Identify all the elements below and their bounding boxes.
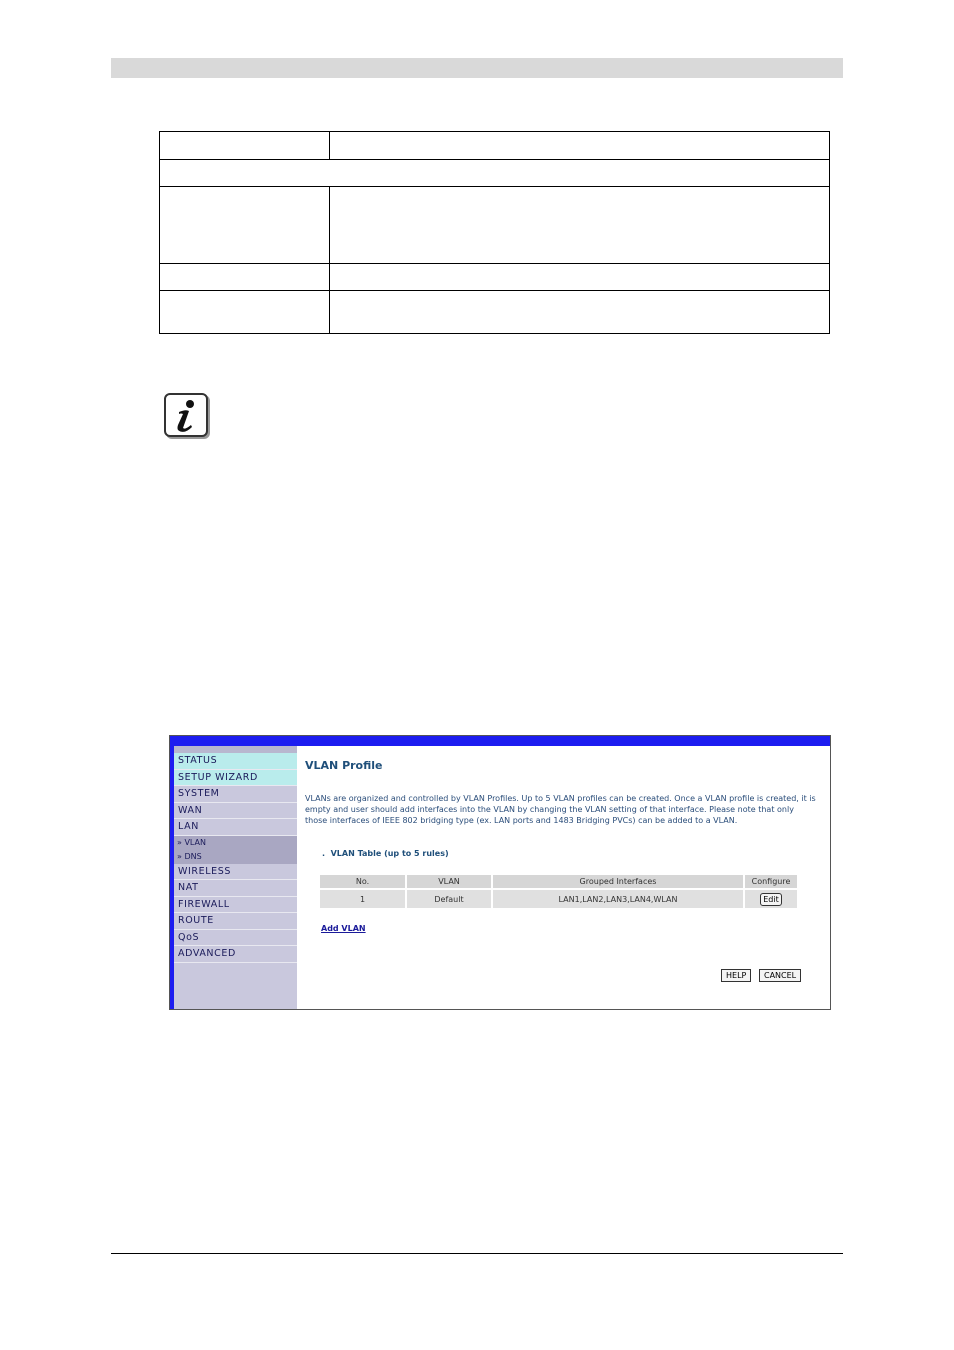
router-content [305, 746, 830, 1009]
col-header-configure: Configure [745, 875, 797, 890]
table-row [160, 264, 829, 291]
section-title-text: VLAN Table (up to 5 rules) [330, 849, 449, 858]
nav-wireless[interactable]: WIRELESS [174, 864, 297, 881]
table-divider [329, 187, 330, 333]
router-sidebar [174, 746, 297, 1009]
add-vlan-link[interactable]: Add VLAN [321, 924, 366, 933]
col-header-no: No. [320, 875, 405, 890]
footer-rule [111, 1253, 843, 1254]
document-table [159, 131, 830, 334]
page-header-bar [111, 58, 843, 78]
col-header-vlan: VLAN [407, 875, 491, 890]
table-row [160, 187, 829, 264]
nav-system[interactable]: SYSTEM [174, 786, 297, 803]
table-divider [329, 132, 330, 160]
table-row [320, 890, 797, 908]
edit-button[interactable]: Edit [760, 893, 782, 906]
nav-route[interactable]: ROUTE [174, 913, 297, 930]
nav-lan[interactable]: LAN [174, 819, 297, 836]
router-top-bar [170, 736, 830, 746]
bullet-icon: . [322, 849, 331, 858]
nav-sub-vlan[interactable]: » VLAN [174, 836, 297, 850]
cell-interfaces: LAN1,LAN2,LAN3,LAN4,WLAN [493, 890, 743, 908]
nav-setup-wizard[interactable]: SETUP WIZARD [174, 770, 297, 787]
page-title: VLAN Profile [305, 759, 383, 772]
nav-advanced[interactable]: ADVANCED [174, 946, 297, 963]
cancel-button[interactable]: CANCEL [759, 969, 801, 982]
table-row [160, 132, 829, 160]
router-ui-screenshot [169, 735, 831, 1010]
nav-qos[interactable]: QoS [174, 930, 297, 947]
vlan-table [318, 875, 799, 908]
section-title [322, 849, 449, 858]
nav-nat[interactable]: NAT [174, 880, 297, 897]
cell-no: 1 [320, 890, 405, 908]
info-icon [164, 393, 208, 437]
nav-status[interactable]: STATUS [174, 753, 297, 770]
page-description: VLANs are organized and controlled by VLAN Profiles. Up to 5 VLAN profiles can be created. Once a VLAN profile is created, it is empty and user should add interfaces into the VLAN by changing the VLAN setting of that interface. Please note that only those interfaces of IEEE 802 bridging type (ex. LAN ports and 1483 Bridging PVCs) can be added to a VLAN. [305, 794, 816, 825]
nav-wan[interactable]: WAN [174, 803, 297, 820]
cell-configure [745, 890, 797, 908]
cell-vlan: Default [407, 890, 491, 908]
nav-sub-dns[interactable]: » DNS [174, 850, 297, 864]
col-header-grouped-interfaces: Grouped Interfaces [493, 875, 743, 890]
nav-firewall[interactable]: FIREWALL [174, 897, 297, 914]
help-button[interactable]: HELP [721, 969, 751, 982]
table-row [160, 160, 829, 187]
sidebar-top-strip [174, 746, 297, 753]
table-header-row [320, 875, 797, 890]
